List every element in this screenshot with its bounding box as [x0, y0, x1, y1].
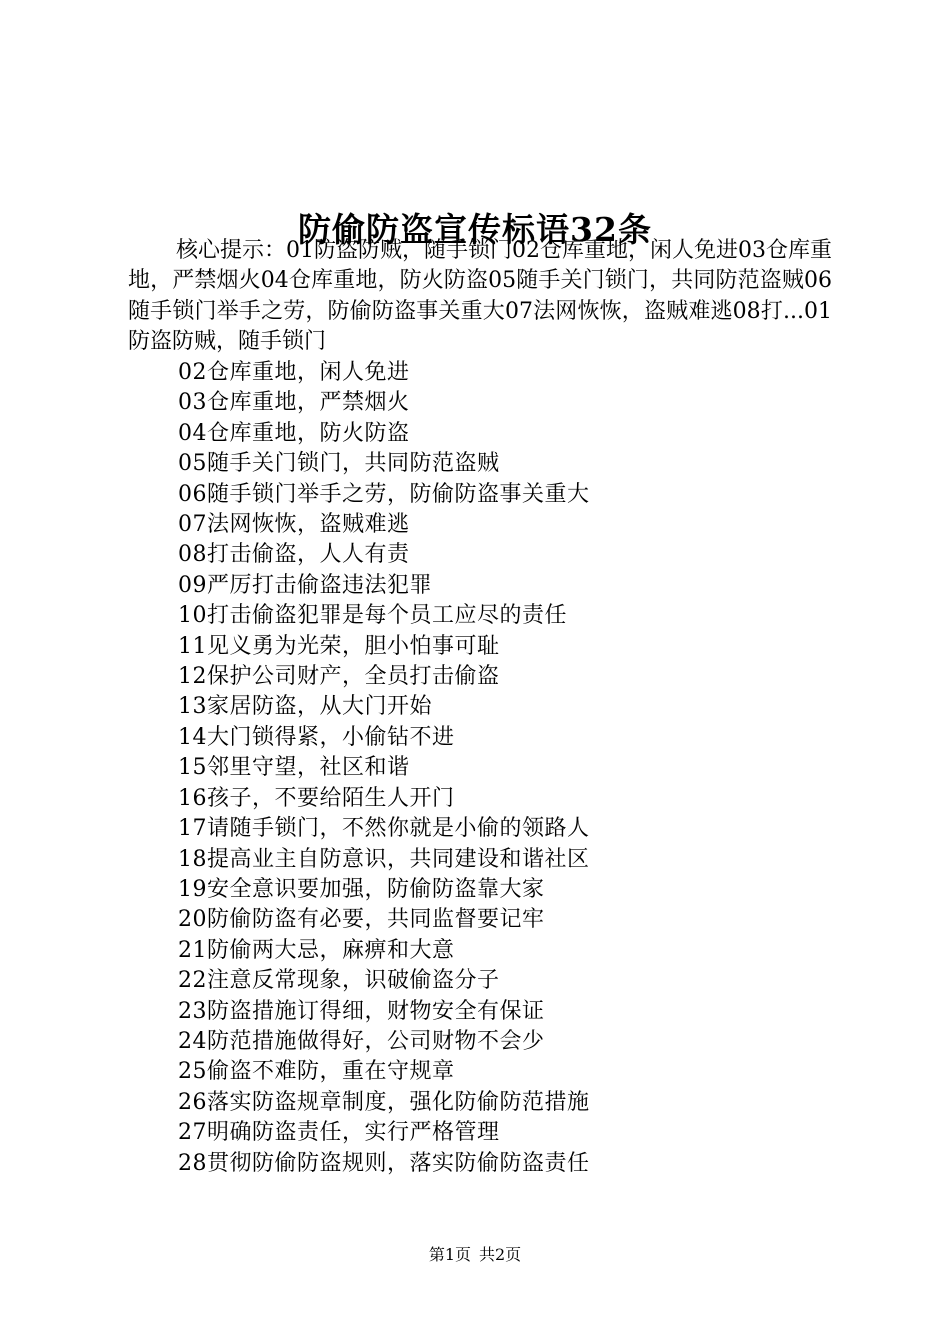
slogan-item: 19安全意识要加强，防偷防盗靠大家: [178, 876, 545, 902]
slogan-item: 11见义勇为光荣，胆小怕事可耻: [178, 633, 500, 659]
slogan-item: 14大门锁得紧，小偷钻不进: [178, 724, 455, 750]
document-title: 防偷防盗宣传标语32条: [298, 210, 652, 250]
slogan-item: 22注意反常现象，识破偷盗分子: [178, 968, 500, 994]
slogan-item: 13家居防盗，从大门开始: [178, 694, 432, 720]
slogan-item: 20防偷防盗有必要，共同监督要记牢: [178, 907, 545, 933]
slogan-list: [178, 358, 838, 1179]
slogan-item: 07法网恢恢，盗贼难逃: [178, 512, 410, 538]
slogan-item: 15邻里守望，社区和谐: [178, 755, 410, 781]
slogan-item: 17请随手锁门，不然你就是小偷的领路人: [178, 816, 590, 842]
slogan-item: 21防偷两大忌，麻痹和大意: [178, 937, 455, 963]
slogan-item: 27明确防盗责任，实行严格管理: [178, 1120, 500, 1146]
slogan-item: 08打击偷盗，人人有责: [178, 542, 410, 568]
slogan-item: 10打击偷盗犯罪是每个员工应尽的责任: [178, 603, 567, 629]
page-total: 共2页: [479, 1245, 522, 1264]
slogan-item: 28贯彻防偷防盗规则，落实防偷防盗责任: [178, 1150, 590, 1176]
slogan-item: 06随手锁门举手之劳，防偷防盗事关重大: [178, 481, 590, 507]
slogan-item: 03仓库重地，严禁烟火: [178, 390, 410, 416]
slogan-item: 18提高业主自防意识，共同建设和谐社区: [178, 846, 590, 872]
slogan-item: 12保护公司财产，全员打击偷盗: [178, 664, 500, 690]
summary-paragraph: 核心提示：01防盗防贼，随手锁门02仓库重地，闲人免进03仓库重地，严禁烟火04仓库重地，防火防盗05随手关门锁门，共同防范盗贼06随手锁门举手之劳，防偷防盗事关重大07法网恢恢，盗贼难逃08打...01防盗防贼，随手锁门: [128, 238, 832, 355]
slogan-item: 05随手关门锁门，共同防范盗贼: [178, 451, 500, 477]
slogan-item: 02仓库重地，闲人免进: [178, 360, 410, 385]
slogan-item: 16孩子，不要给陌生人开门: [178, 785, 455, 811]
slogan-item: 09严厉打击偷盗违法犯罪: [178, 572, 432, 598]
page-number: 第1页: [428, 1245, 471, 1264]
page-footer: [0, 1244, 950, 1266]
slogan-item: 24防范措施做得好，公司财物不会少: [178, 1028, 545, 1054]
slogan-item: 25偷盗不难防，重在守规章: [178, 1059, 455, 1085]
slogan-item: 26落实防盗规章制度，强化防偷防范措施: [178, 1089, 590, 1115]
slogan-item: 04仓库重地，防火防盗: [178, 420, 410, 446]
slogan-item: 23防盗措施订得细，财物安全有保证: [178, 998, 545, 1024]
